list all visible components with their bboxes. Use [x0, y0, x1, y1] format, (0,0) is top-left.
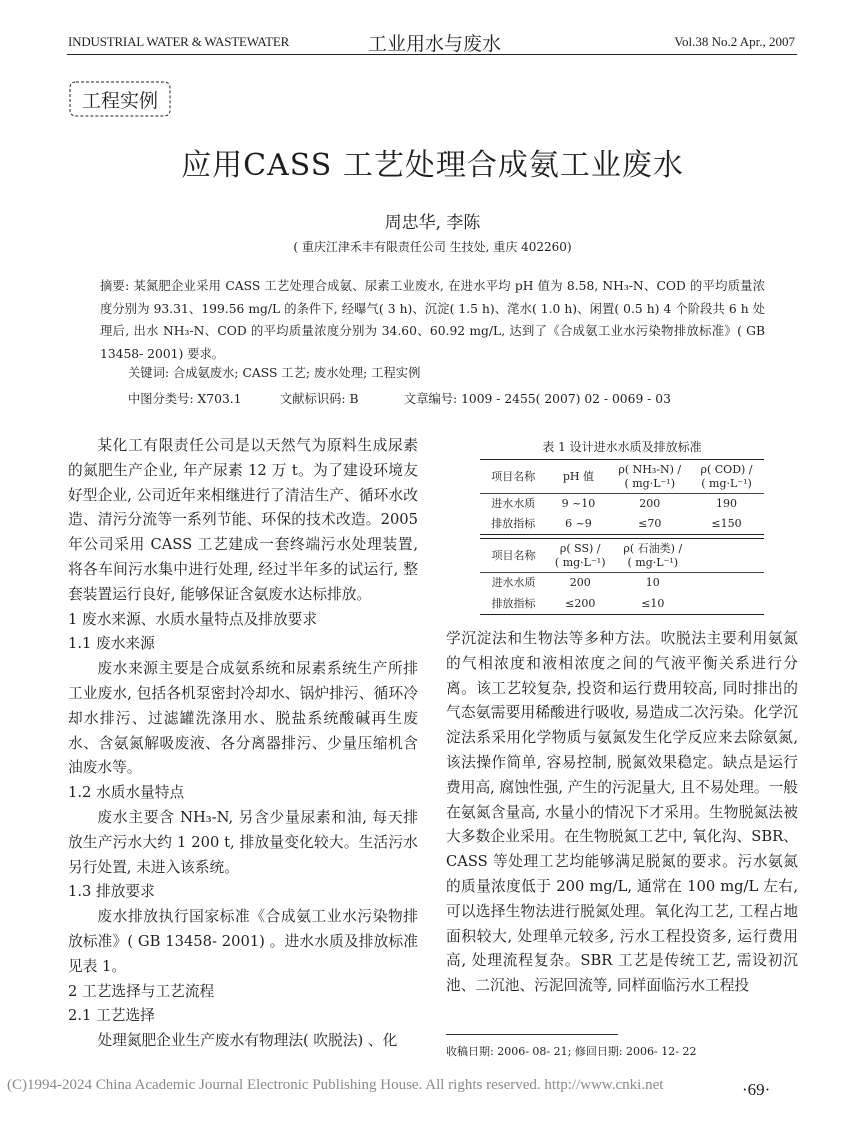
paragraph-1-1: 废水来源主要是合成氨系统和尿素系统生产所排工业废水, 包括各机泵密封冷却水、锅炉排污、循环冷却水排污、过滤罐洗涤用水、脱盐系统酸碱再生废水、含氨氮解吸废液、各分离器排污、少量压缩机含油废水等。 [68, 660, 418, 777]
section-tag-label: 工程实例 [81, 89, 158, 112]
article-number: 文章编号: 1009 - 2455( 2007) 02 - 0069 - 03 [403, 392, 671, 406]
table-cell: ≤10 [641, 596, 665, 610]
section-tag [68, 80, 172, 118]
heading-1-2: 1.2 水质水量特点 [68, 784, 185, 802]
table-row [480, 494, 764, 514]
table-header-cell: pH 值 [562, 469, 595, 483]
table-row [480, 573, 764, 594]
authors: 周忠华, 李陈 [384, 213, 481, 233]
table-row [480, 514, 764, 535]
table-cell: ≤150 [711, 516, 742, 530]
table-cell: 进水水质 [491, 496, 536, 510]
heading-2: 2 工艺选择与工艺流程 [68, 982, 215, 1000]
table-cell: 9 ~10 [561, 496, 596, 510]
table-header-cell: ρ( COD) / ( mg·L⁻¹) [700, 462, 753, 490]
journal-name-english: INDUSTRIAL WATER & WASTEWATER [68, 34, 290, 49]
footnote-dates: 收稿日期: 2006- 08- 21; 修回日期: 2006- 12- 22 [446, 1045, 697, 1058]
clc-number: 中图分类号: X703.1 [128, 392, 242, 406]
table-cell: ≤70 [638, 516, 662, 530]
table-cell: 200 [569, 576, 591, 590]
document-code: 文献标识码: B [279, 392, 359, 406]
table-cell: 10 [645, 576, 660, 590]
right-column-paragraph: 学沉淀法和生物法等多种方法。吹脱法主要利用氨氮的气相浓度和液相浓度之间的气液平衡关系进行分离。该工艺较复杂, 投资和运行费用较高, 同时排出的气态氨需要用稀酸进行吸收, 易造成二次污染。化学沉淀法系采用化学物质与氨氮发生化学反应来去除氨氮, 该法操作简单, 容易控制, 脱氮效果稳定。缺点是运行费用高, 腐蚀性强, 产生的污泥量大, 且不易处理。一般在氨氮含量高, 水量小的情况下才采用。生物脱氮法被大多数企业采用。在生物脱氮工艺中, 氧化沟、SBR、CASS 等处理工艺均能够满足脱氮的要求。污水氨氮的质量浓度低于 200 mg/L, 通常在 100 mg/L 左右, 可以选择生物法进行脱氮处理。氧化沟工艺, 工程占地面积较大, 处理单元较多, 污水工程投资多, 运行费用高, 处理流程复杂。SBR 工艺是传统工艺, 需设初沉池、二沉池、污泥回流等, 同样面临污水工程投 [446, 630, 798, 995]
abstract-text: 摘要: 某氮肥企业采用 CASS 工艺处理合成氨、尿素工业废水, 在进水平均 pH 值为 8.58, NH₃-N、COD 的平均质量浓度分别为 93.31、199.56 mg/L 的条件下, 经曝气( 3 h)、沉淀( 1.5 h)、滗水( 1.0 h)、闲置( 0.5 h) 4 个阶段共 6 h 处理后, 出水 NH₃-N、COD 的平均质量浓度分别为 34.60、60.92 mg/L, 达到了《合成氨工业水污染物排放标准》( GB 13458- 2001) 要求。 [100, 279, 765, 361]
paragraph-2-1: 处理氮肥企业生产废水有物理法( 吹脱法) 、化 [97, 1032, 398, 1050]
table-header-cell: ρ( SS) / ( mg·L⁻¹) [554, 541, 606, 569]
table-row [480, 594, 764, 615]
abstract [100, 275, 765, 365]
table-cell: 进水水质 [491, 576, 536, 590]
paragraph-1-3: 废水排放执行国家标准《合成氨工业水污染物排放标准》( GB 13458- 2001) 。进水水质及排放标准见表 1。 [68, 908, 418, 975]
table-cell: ≤200 [565, 596, 596, 610]
table-1-part-1 [480, 459, 764, 535]
footnote-rule [446, 1034, 618, 1035]
paragraph-1-2: 废水主要含 NH₃-N, 另含少量尿素和油, 每天排放生产污水大约 1 200 t, 排放量变化较大。生活污水另行处置, 未进入该系统。 [68, 808, 418, 876]
table-header-cell: 项目名称 [491, 469, 536, 483]
heading-1-3: 1.3 排放要求 [68, 883, 155, 901]
table-cell: 排放指标 [491, 516, 536, 530]
table-header-cell: ρ( NH₃-N) / ( mg·L⁻¹) [618, 462, 682, 490]
heading-1-1: 1.1 废水来源 [68, 635, 155, 653]
table-1-part-2 [480, 538, 764, 615]
table-empty-cell [692, 573, 764, 594]
classification-line [128, 389, 671, 407]
journal-name-chinese: 工业用水与废水 [368, 33, 502, 55]
affiliation: ( 重庆江津禾丰有限责任公司 生技处, 重庆 402260) [293, 240, 572, 254]
article-title: 应用CASS 工艺处理合成氨工业废水 [181, 148, 684, 183]
header-rule [67, 54, 797, 55]
table-cell: 6 ~9 [565, 516, 592, 530]
copyright-footer: (C)1994-2024 China Academic Journal Electronic Publishing House. All rights reserved. http://www.cnki.net [7, 1077, 664, 1093]
table-cell: 200 [639, 496, 661, 510]
table-empty-cell [692, 539, 764, 573]
right-column [446, 627, 798, 999]
table-header-cell: ρ( 石油类) / ( mg·L⁻¹) [623, 541, 683, 569]
intro-paragraph: 某化工有限责任公司是以天然气为原料生成尿素的氮肥生产企业, 年产尿素 12 万 t。为了建设环境友好型企业, 公司近年来相继进行了清洁生产、循环水改造、清污分流等一系列节能、环保的技术改造。2005 年公司采用 CASS 工艺建成一套终端污水处理装置, 将各车间污水集中进行处理, 经过半年多的试运行, 整套装置运行良好, 能够保证含氨废水达标排放。 [68, 437, 418, 603]
table-cell: 排放指标 [491, 596, 536, 610]
table-caption: 表 1 设计进水水质及排放标准 [542, 440, 702, 454]
heading-2-1: 2.1 工艺选择 [68, 1007, 155, 1025]
issue-info: Vol.38 No.2 Apr., 2007 [674, 34, 795, 49]
keywords: 关键词: 合成氨废水; CASS 工艺; 废水处理; 工程实例 [128, 366, 421, 380]
table-cell: 190 [716, 496, 737, 510]
page-number: ·69· [742, 1080, 771, 1099]
table-empty-cell [692, 594, 764, 615]
heading-1: 1 废水来源、水质水量特点及排放要求 [68, 610, 318, 628]
left-column [68, 434, 418, 1054]
table-header-cell: 项目名称 [491, 548, 536, 562]
